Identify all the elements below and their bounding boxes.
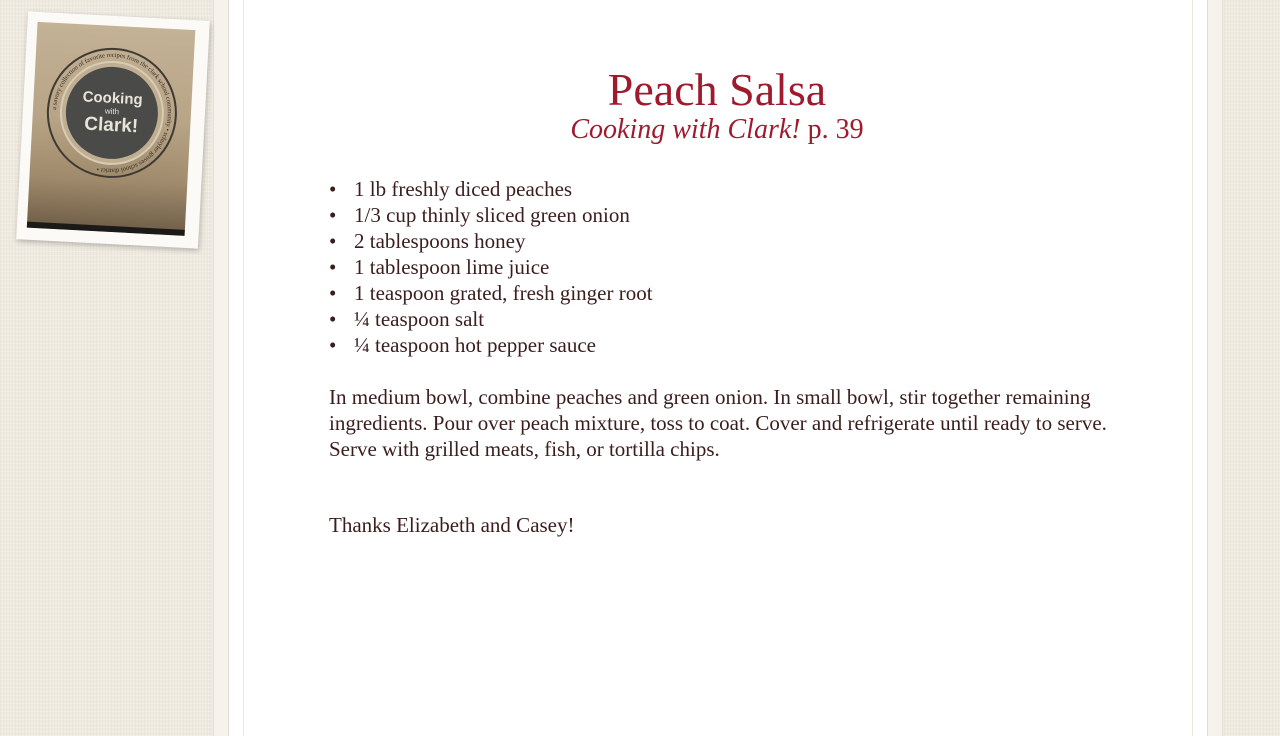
ingredient-list: [329, 176, 1129, 358]
ingredient-text: 1 tablespoon lime juice: [354, 255, 550, 279]
ingredient-text: 1 teaspoon grated, fresh ginger root: [354, 281, 653, 305]
ingredient-text: 1 lb freshly diced peaches: [354, 177, 573, 201]
ingredient-text: ¼ teaspoon hot pepper sauce: [354, 333, 597, 357]
recipe-instructions: In medium bowl, combine peaches and green onion. In small bowl, stir together remaining ingredients. Pour over peach mixture, toss to coat. Cover and refrigerate until ready to serve. Serve with grilled meats, fish, or tortilla chips.: [329, 385, 1107, 461]
bullet-icon: •: [329, 203, 337, 227]
cookbook-photo: [16, 11, 210, 248]
recipe-title: Peach Salsa: [607, 64, 827, 115]
ingredient-text: ¼ teaspoon salt: [354, 307, 485, 331]
ingredient-item: [329, 202, 1129, 228]
source-book: Cooking with Clark!: [570, 114, 801, 145]
seal-line-cooking: Cooking: [82, 87, 144, 108]
ingredient-item: [329, 176, 1129, 202]
source-page: p. 39: [807, 114, 864, 145]
bullet-icon: •: [329, 281, 337, 305]
ingredient-item: [329, 280, 1129, 306]
bullet-icon: •: [329, 255, 337, 279]
ingredient-text: 1/3 cup thinly sliced green onion: [354, 203, 630, 227]
bullet-icon: •: [329, 177, 337, 201]
bullet-icon: •: [329, 229, 337, 253]
ingredient-item: [329, 228, 1129, 254]
seal-line-with: with: [104, 106, 120, 116]
bullet-icon: •: [329, 307, 337, 331]
bullet-icon: •: [329, 333, 337, 357]
ingredient-item: [329, 254, 1129, 280]
photo-shadow: [27, 222, 185, 236]
seal-line-clark: Clark!: [83, 113, 139, 137]
recipe-credits: Thanks Elizabeth and Casey!: [329, 513, 575, 537]
ingredient-item: [329, 332, 1129, 358]
recipe-source: [242, 112, 1192, 148]
ingredient-item: [329, 306, 1129, 332]
ingredient-text: 2 tablespoons honey: [354, 229, 526, 253]
cookbook-cover-image: [27, 22, 196, 236]
svg-text:a savory collection of favorit: a savory collection of favorite recipes from the clark school community • schuyler groves school district •: [50, 51, 173, 174]
